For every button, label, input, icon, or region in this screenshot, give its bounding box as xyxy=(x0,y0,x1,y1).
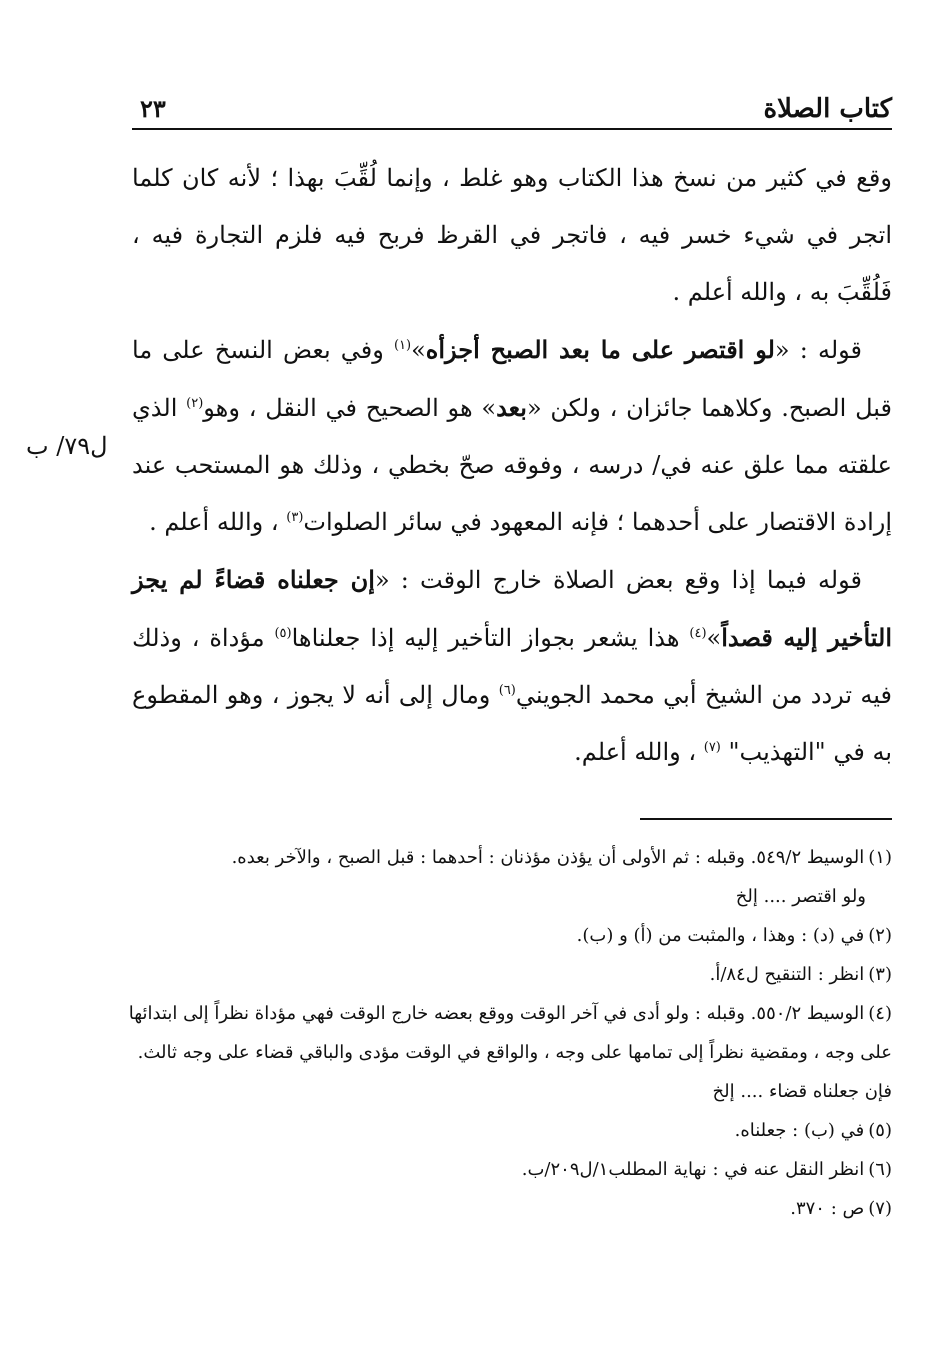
text-run: وفي بعض النسخ على ما قبل الصبح. وكلاهما جائزان ، ولكن « xyxy=(132,336,893,422)
text-run: ، والله أعلم . xyxy=(149,508,287,536)
footnote-ref-5[interactable]: (٥) xyxy=(274,626,292,641)
footnote-ref-2[interactable]: (٢) xyxy=(186,396,204,411)
footnote-ref-4[interactable]: (٤) xyxy=(689,626,707,641)
footnote-3 xyxy=(128,955,892,994)
footnote-ref-6[interactable]: (٦) xyxy=(498,683,516,698)
footnote-text: انظر : التنقيح ل٨٤/أ. xyxy=(709,964,865,985)
text-run: » هو الصحيح في النقل ، وهو xyxy=(203,394,497,422)
paragraph-2 xyxy=(132,321,892,551)
text-run: هذا يشعر بجواز التأخير إليه إذا جعلناها xyxy=(291,624,690,652)
paragraph-1: وقع في كثير من نسخ هذا الكتاب وهو غلط ، وإنما لُقِّبَ بهذا ؛ لأنه كان كلما اتجر في شيء خسر فيه ، فاتجر في القرظ فربح فيه فلزم التجارة فيه ، فَلُقِّبَ به ، والله أعلم . xyxy=(132,164,892,306)
text-run: مؤداة ، وذلك فيه تردد من الشيخ أبي محمد الجويني xyxy=(132,624,892,709)
footnote-number: (٧) xyxy=(868,1198,892,1219)
footnote-number: (٣) xyxy=(868,964,892,985)
manuscript-folio-marker: ل٧٩/ ب xyxy=(26,432,108,460)
footnote-1 xyxy=(128,838,892,916)
text-run: ، والله أعلم. xyxy=(574,738,704,766)
footnote-7 xyxy=(128,1189,892,1228)
footnote-5 xyxy=(128,1111,892,1150)
page-number: ٢٣ xyxy=(140,94,166,123)
quoted-matn: لو اقتصر على ما بعد الصبح أجزأه xyxy=(425,335,775,364)
footnote-number: (٤) xyxy=(868,1003,892,1024)
footnote-6 xyxy=(128,1150,892,1189)
footnote-text: ص : ٣٧٠. xyxy=(790,1198,865,1219)
footnote-number: (١) xyxy=(868,847,892,868)
footnote-text: الوسيط ٥٥٠/٢. وقبله : ولو أدى في آخر الوقت ووقع بعضه خارج الوقت فهي مؤداة نظراً إلى ابتدائها على وجه ، ومقضية نظراً إلى تمامها على وجه ، والواقع في الوقت مؤدى والباقي قضاء على وجه ثالث. فإن جعلناه قضاء .... إلخ xyxy=(128,1003,892,1102)
footnote-number: (٢) xyxy=(868,925,892,946)
footnote-text: في (ب) : جعلناه. xyxy=(734,1120,865,1141)
footnote-continuation: ولو اقتصر .... إلخ xyxy=(735,886,866,907)
main-text xyxy=(132,150,892,781)
footnote-separator xyxy=(640,818,892,820)
footnotes xyxy=(128,838,892,1228)
footnote-ref-7[interactable]: (٧) xyxy=(703,740,721,755)
quoted-matn: إن جعلناه قضاءً لم يجز التأخير إليه قصداً xyxy=(132,565,892,652)
footnote-number: (٦) xyxy=(868,1159,892,1180)
footnote-4 xyxy=(128,994,892,1111)
paragraph-3 xyxy=(132,551,892,781)
running-title: كتاب الصلاة xyxy=(763,94,892,124)
footnote-ref-1[interactable]: (١) xyxy=(393,338,412,353)
text-run: » xyxy=(706,624,722,652)
text-run: الذي علقته مما علق عنه في/ درسه ، وفوقه صحّ بخطي ، وذلك هو المستحب عند إرادة الاقتصار على أحدهما ؛ فإنه المعهود في سائر الصلوات xyxy=(132,394,892,536)
page-header xyxy=(132,88,892,130)
text-run: قوله : « xyxy=(774,336,863,364)
quoted-word: بعد xyxy=(496,393,527,422)
footnote-number: (٥) xyxy=(868,1120,892,1141)
footnote-ref-3[interactable]: (٣) xyxy=(286,510,304,525)
footnote-text: في (د) : وهذا ، والمثبت من (أ) و (ب). xyxy=(576,925,865,946)
footnote-text: انظر النقل عنه في : نهاية المطلب١/ل٢٠٩/ب. xyxy=(521,1159,865,1180)
text-run: » xyxy=(411,336,426,364)
text-run: قوله فيما إذا وقع بعض الصلاة خارج الوقت : « xyxy=(374,566,862,594)
footnote-2 xyxy=(128,916,892,955)
text-run: ومال إلى أنه لا يجوز ، وهو المقطوع به في "التهذيب" xyxy=(132,681,892,766)
footnote-text: الوسيط ٥٤٩/٢. وقبله : ثم الأولى أن يؤذن مؤذنان : أحدهما : قبل الصبح ، والآخر بعده. xyxy=(231,847,865,868)
